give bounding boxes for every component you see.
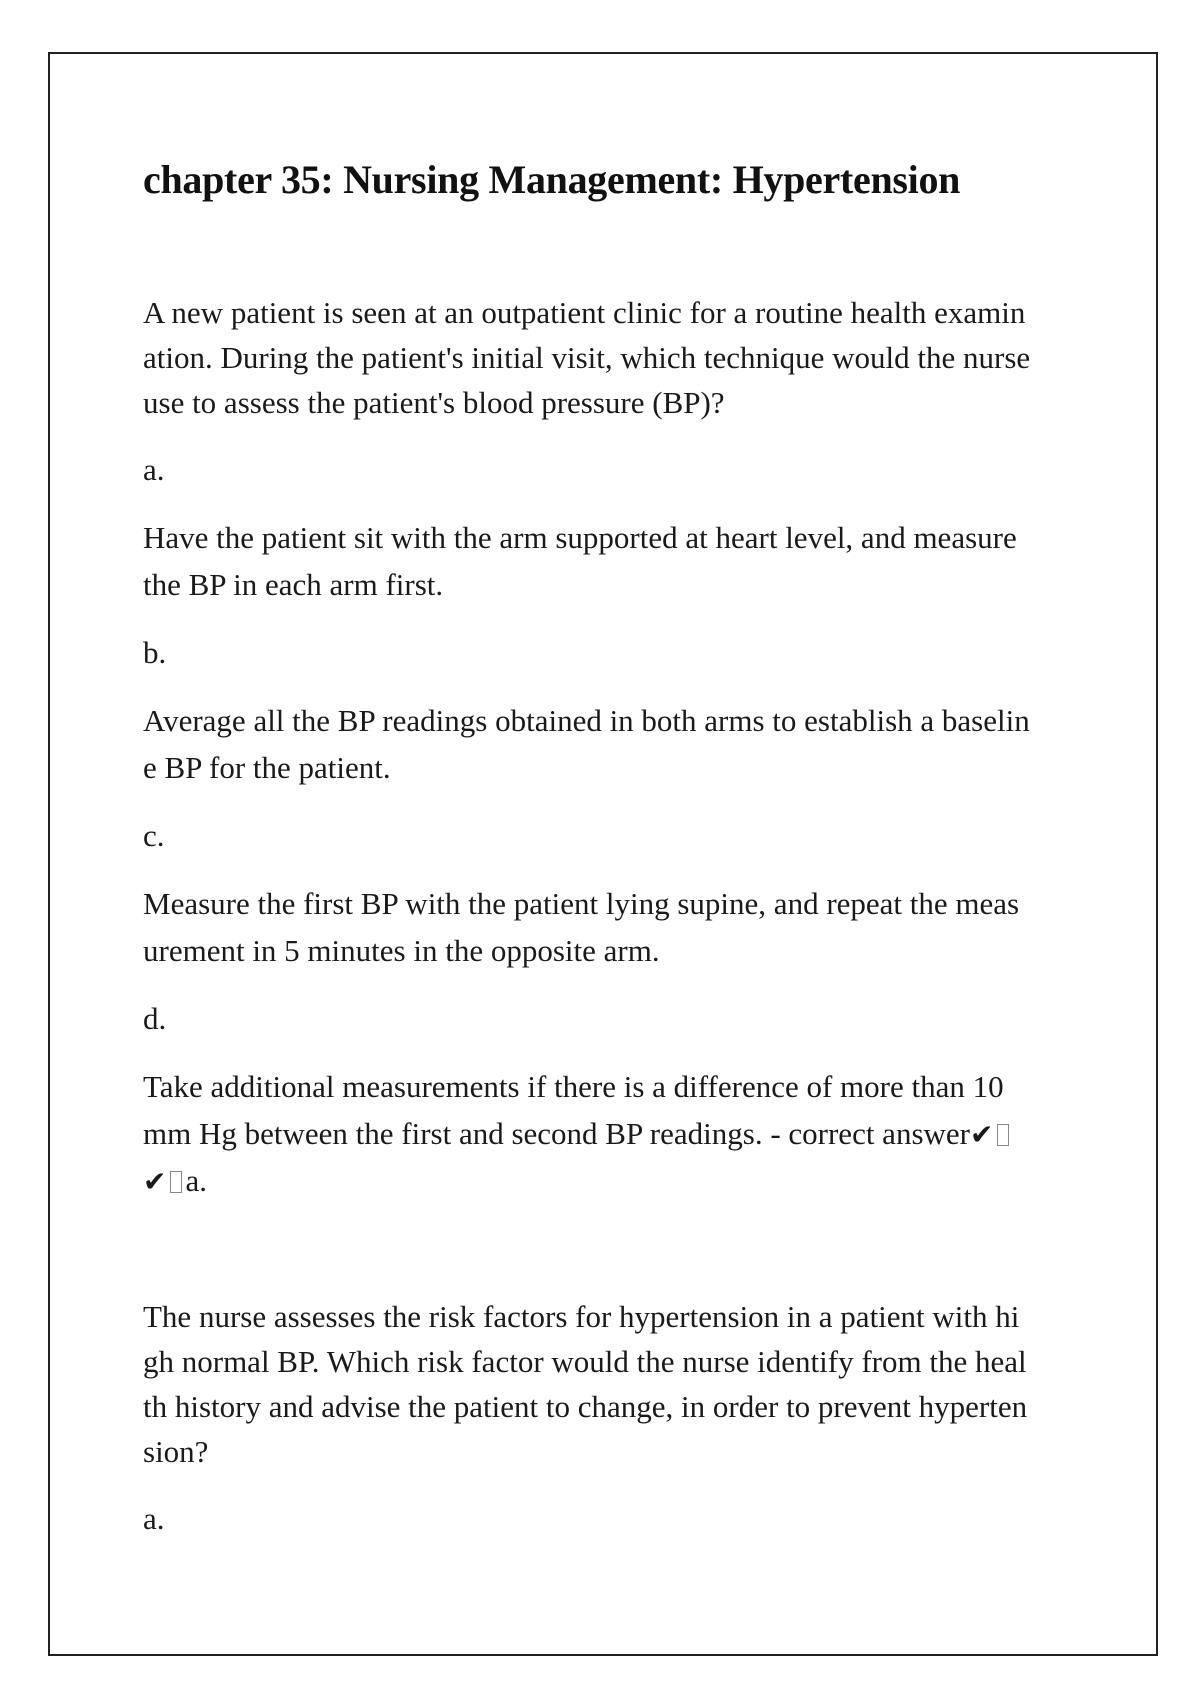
option-b-letter: b. [143, 635, 167, 670]
option-d-text [143, 1063, 1083, 1204]
missing-glyph-box-icon [997, 1124, 1009, 1146]
correct-answer-value: a. [185, 1163, 207, 1198]
question-1-prompt: A new patient is seen at an outpatient clinic for a routine health examin ation. During the patient's initial visit, which technique would the nurse use to assess the patient's blood pressure (BP)? [143, 295, 1031, 420]
question-2-prompt: The nurse assesses the risk factors for hypertension in a patient with hi gh normal BP. Which risk factor would the nurse identify from the heal th history and advise the patient to change, in order to prevent hyperten sion? [143, 1299, 1028, 1469]
missing-glyph-box-icon [170, 1171, 182, 1193]
chapter-title: chapter 35: Nursing Management: Hypertension [143, 157, 961, 202]
option-d-body: Take additional measurements if there is a difference of more than 10 mm Hg between the first and second BP readings. - correct answer [143, 1069, 1004, 1151]
check-mark-icon: ✔ [969, 1118, 994, 1151]
option-a-text: Have the patient sit with the arm supported at heart level, and measure the BP in each arm first. [143, 520, 1017, 602]
option-c-text: Measure the first BP with the patient lying supine, and repeat the meas urement in 5 minutes in the opposite arm. [143, 886, 1020, 968]
document-content [143, 150, 1083, 1541]
question-1 [143, 290, 1083, 1204]
option-c-letter: c. [143, 818, 165, 853]
option-a-letter: a. [143, 452, 165, 487]
question-2 [143, 1294, 1083, 1541]
question-2-option-a-letter: a. [143, 1501, 165, 1536]
option-b-text: Average all the BP readings obtained in both arms to establish a baselin e BP for the patient. [143, 703, 1030, 785]
option-d-letter: d. [143, 1001, 167, 1036]
check-mark-icon: ✔ [143, 1165, 167, 1198]
